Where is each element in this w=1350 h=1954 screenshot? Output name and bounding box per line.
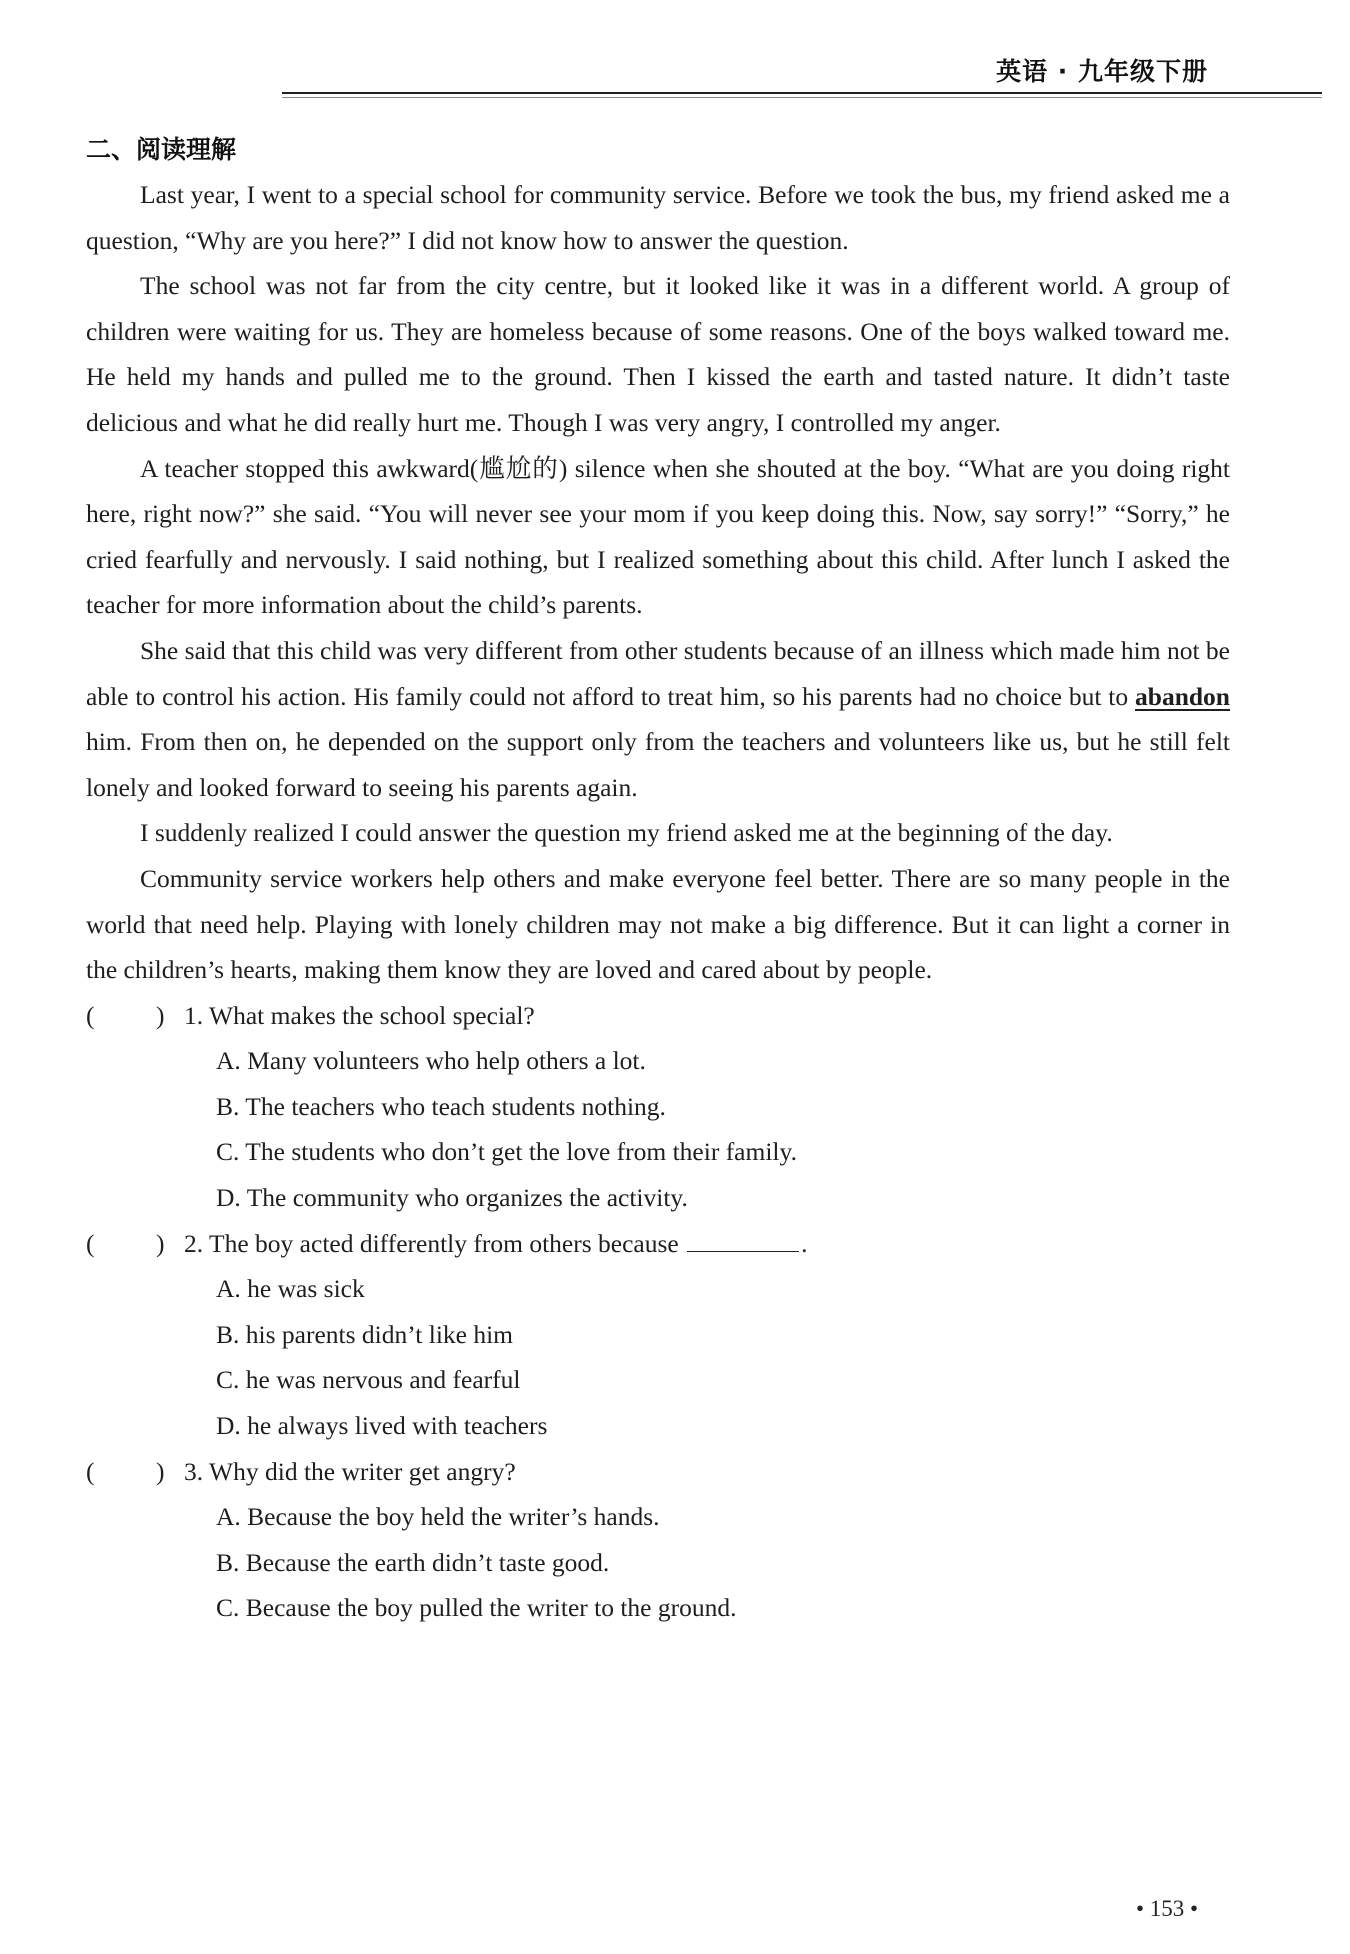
answer-paren-close: ): [156, 1000, 165, 1030]
question-1-option-c: C. The students who don’t get the love from their family.: [216, 1137, 797, 1167]
passage-paragraph-4: [86, 628, 1230, 810]
keyword-abandon: abandon: [1135, 681, 1230, 711]
reading-content: [86, 172, 1230, 1631]
answer-paren-open: (: [86, 1000, 95, 1030]
question-1-option-d: D. The community who organizes the activity.: [216, 1183, 688, 1213]
question-2-option-c: C. he was nervous and fearful: [216, 1365, 521, 1395]
question-3: [86, 1449, 1230, 1631]
page-header: [0, 0, 1350, 100]
book-title: 英语 · 九年级下册: [996, 57, 1208, 86]
question-3-stem: 3. Why did the writer get angry?: [184, 1456, 516, 1486]
passage-paragraph-6: Community service workers help others and make everyone feel better. There are so many people in the world that need help. Playing with lonely children may not make a big difference. But it can light a corner in the children’s hearts, making them know they are loved and cared about by people.: [86, 863, 1230, 985]
question-2-stem-wrap: [184, 1221, 807, 1267]
page-number: • 153 •: [1136, 1896, 1199, 1921]
question-3-option-a: A. Because the boy held the writer’s hands.: [216, 1502, 660, 1532]
section-heading: 二、阅读理解: [86, 135, 237, 164]
question-1: [86, 993, 1230, 1221]
question-3-option-b: B. Because the earth didn’t taste good.: [216, 1547, 610, 1577]
question-3-option-c: C. Because the boy pulled the writer to the ground.: [216, 1593, 737, 1623]
question-1-option-a: A. Many volunteers who help others a lot.: [216, 1046, 646, 1076]
question-1-stem-line: [86, 993, 1230, 1039]
answer-paren-open: (: [86, 1228, 95, 1258]
passage-paragraph-1: Last year, I went to a special school for community service. Before we took the bus, my friend asked me a question, “Why are you here?” I did not know how to answer the question.: [86, 180, 1230, 255]
question-2-option-b: B. his parents didn’t like him: [216, 1319, 514, 1349]
passage-paragraph-2: The school was not far from the city centre, but it looked like it was in a different world. A group of children were waiting for us. They are homeless because of some reasons. One of the boys walked toward me. He held my hands and pulled me to the ground. Then I kissed the earth and tasted nature. It didn’t taste delicious and what he did really hurt me. Though I was very angry, I controlled my anger.: [86, 271, 1230, 437]
paragraph-4-before: She said that this child was very different from other students because of an illness which made him not be able to control his action. His family could not afford to treat him, so his parents had no choice but to: [86, 635, 1230, 711]
answer-paren-close: ): [156, 1456, 165, 1486]
question-2-stem-line: [86, 1221, 1230, 1267]
passage-paragraph-5: I suddenly realized I could answer the question my friend asked me at the beginning of the day.: [140, 818, 1113, 848]
answer-paren-open: (: [86, 1456, 95, 1486]
header-rule-thin: [282, 97, 1322, 98]
question-3-stem-line: [86, 1449, 1230, 1495]
question-2: [86, 1221, 1230, 1449]
header-rule: [282, 92, 1322, 94]
question-1-option-b: B. The teachers who teach students nothing.: [216, 1091, 666, 1121]
question-2-stem: 2. The boy acted differently from others because: [184, 1228, 679, 1258]
answer-blank: [687, 1229, 799, 1252]
paragraph-4-after: him. From then on, he depended on the support only from the teachers and volunteers like us, but he still felt lonely and looked forward to seeing his parents again.: [86, 727, 1230, 802]
question-1-stem: 1. What makes the school special?: [184, 1000, 535, 1030]
question-2-option-a: A. he was sick: [216, 1274, 365, 1304]
answer-paren-close: ): [156, 1228, 165, 1258]
question-2-option-d: D. he always lived with teachers: [216, 1411, 548, 1441]
question-2-stem-end: .: [801, 1228, 808, 1258]
passage-paragraph-3: A teacher stopped this awkward(尴尬的) silence when she shouted at the boy. “What are you doing right here, right now?” she said. “You will never see your mom if you keep doing this. Now, say sorry!” “Sorry,” he cried fearfully and nervously. I said nothing, but I realized something about this child. After lunch I asked the teacher for more information about the child’s parents.: [86, 453, 1230, 620]
